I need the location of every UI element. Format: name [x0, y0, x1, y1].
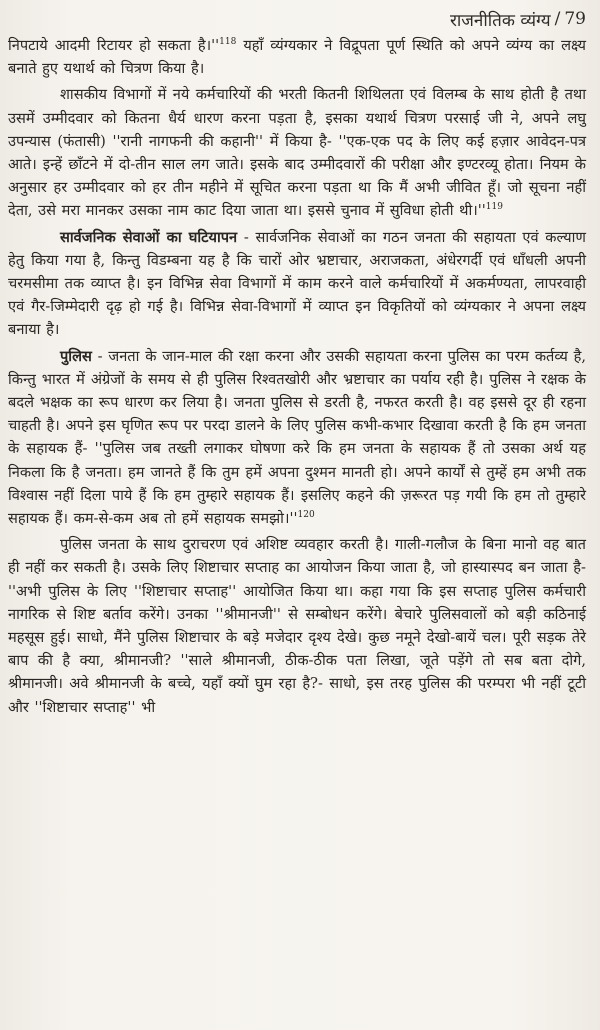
paragraph-1 — [8, 34, 586, 80]
paragraph-5 — [8, 533, 586, 719]
paragraph-4 — [8, 345, 586, 531]
footnote-ref: 119 — [485, 202, 503, 213]
paragraph-text: निपटाये आदमी रिटायर हो सकता है।'' — [8, 37, 220, 54]
paragraph-text: शासकीय विभागों में नये कर्मचारियों की भरती कितनी शिथिलता एवं विलम्ब के साथ होती है तथा उसमें उम्मीदवार को कितना धैर्य धारण करना पड़ता है, इसका यथार्थ चित्रण परसाई जी ने, अपने लघु उपन्यास (फंतासी) ''रानी नागफनी की कहानी'' में किया है- ''एक-एक पद के लिए कई हज़ार आवेदन-पत्र आते। इन्हें छाँटने में दो-तीन साल लग जाते। इसके बाद उम्मीदवारों की परीक्षा और इण्टरव्यू होता। नियम के अनुसार हर उम्मीदवार को हर तीन महीने में सूचित करना पड़ता था कि मैं अभी जीवित हूँ। जो सूचना नहीं देता, उसे मरा मानकर उसका नाम काट दिया जाता था। इससे चुनाव में सुविधा होती थी।'' — [8, 86, 587, 220]
running-header — [8, 4, 586, 34]
paragraph-2 — [8, 83, 586, 222]
body-text — [8, 34, 586, 719]
footnote-ref: 118 — [219, 37, 237, 48]
section-heading: सार्वजनिक सेवाओं का घटियापन — [60, 228, 238, 246]
running-title: राजनीतिक व्यंग्य — [449, 10, 551, 31]
paragraph-text: - जनता के जान-माल की रक्षा करना और उसकी सहायता करना पुलिस का परम कर्तव्य है, किन्तु भारत में अंग्रेजों के समय से ही पुलिस रिश्वतखोरी और भ्रष्टाचार का पर्याय रही है। पुलिस ने रक्षक के बदले भक्षक का रूप धारण कर लिया है। जनता पुलिस से डरती है, नफरत करती है। वह इससे दूर ही रहना चाहती है। अपने इस घृणित रूप पर परदा डालने के लिए पुलिस कभी-कभार दिखावा करती है कि हम जनता के सहायक हैं- ''पुलिस जब तख्ती लगाकर घोषणा करे कि हम जनता के सहायक हैं तो उसका अर्थ यह निकला कि है जनता। हम जानते हैं कि तुम हमें अपना दुश्मन मानती हो। अपने कार्यों से तुम्हें हम अभी तक विश्वास नहीं दिला पाये हैं कि हम तुम्हारे सहायक हैं। इसलिए कहने की ज़रूरत पड़ गयी कि हम तो तुम्हारे सहायक हैं। कम-से-कम अब तो हमें सहायक समझो।'' — [8, 347, 587, 528]
paragraph-3 — [8, 226, 586, 342]
paragraph-text: - सार्वजनिक सेवाओं का गठन जनता की सहायता एवं कल्याण हेतु किया गया है, किन्तु विडम्बना यह है कि चारों ओर भ्रष्टाचार, अराजकता, अंधेरगर्दी एवं धाँधली अपनी चरमसीमा तक व्याप्त है। इन विभिन्न सेवा विभागों में काम करने वाले कर्मचारियों में अकर्मण्यता, लापरवाही एवं गैर-जिम्मेदारी दृढ़ हो गई है। विभिन्न सेवा-विभागों में व्याप्त इन विकृतियों को व्यंग्यकार ने अपना लक्ष्य बनाया है। — [8, 228, 586, 339]
header-separator: / — [554, 9, 561, 29]
footnote-ref: 120 — [297, 510, 315, 521]
paragraph-text-continued: यहाँ व्यंग्यकार ने विद्रूपता पूर्ण स्थिति को अपने व्यंग्य का लक्ष्य बनाते हुए यथार्थ को चित्रण किया है। — [8, 37, 586, 78]
paragraph-text: पुलिस जनता के साथ दुराचरण एवं अशिष्ट व्यवहार करती है। गाली-गलौज के बिना मानो वह बात ही नहीं कर सकती है। उसके लिए शिष्टाचार सप्ताह का आयोजन किया जाता है, जो हास्यास्पद बन जाता है- ''अभी पुलिस के लिए ''शिष्टाचार सप्ताह'' आयोजित किया था। कहा गया कि इस सप्ताह पुलिस कर्मचारी नागरिक से शिष्ट बर्ताव करेंगे। उनका ''श्रीमानजी'' से सम्बोधन करेंगे। बेचारे पुलिसवालों को बड़ी कठिनाई महसूस हुई। साधो, मैंने पुलिस शिष्टाचार के बड़े मजेदार दृश्य देखे। कुछ नमूने देखो-बायें चल। पूरी सड़क तेरे बाप की है क्या, श्रीमानजी? ''साले श्रीमानजी, ठीक-ठीक पता लिखा, जूते पड़ेंगे तो सब बता दोगे, श्रीमानजी। अवे श्रीमानजी के बच्चे, यहाँ क्यों घुम रहा है?- साधो, इस तरह पुलिस की परम्परा भी नहीं टूटी और ''शिष्टाचार सप्ताह'' भी — [8, 536, 586, 716]
section-heading: पुलिस — [60, 347, 92, 365]
page-number: 79 — [564, 9, 586, 29]
